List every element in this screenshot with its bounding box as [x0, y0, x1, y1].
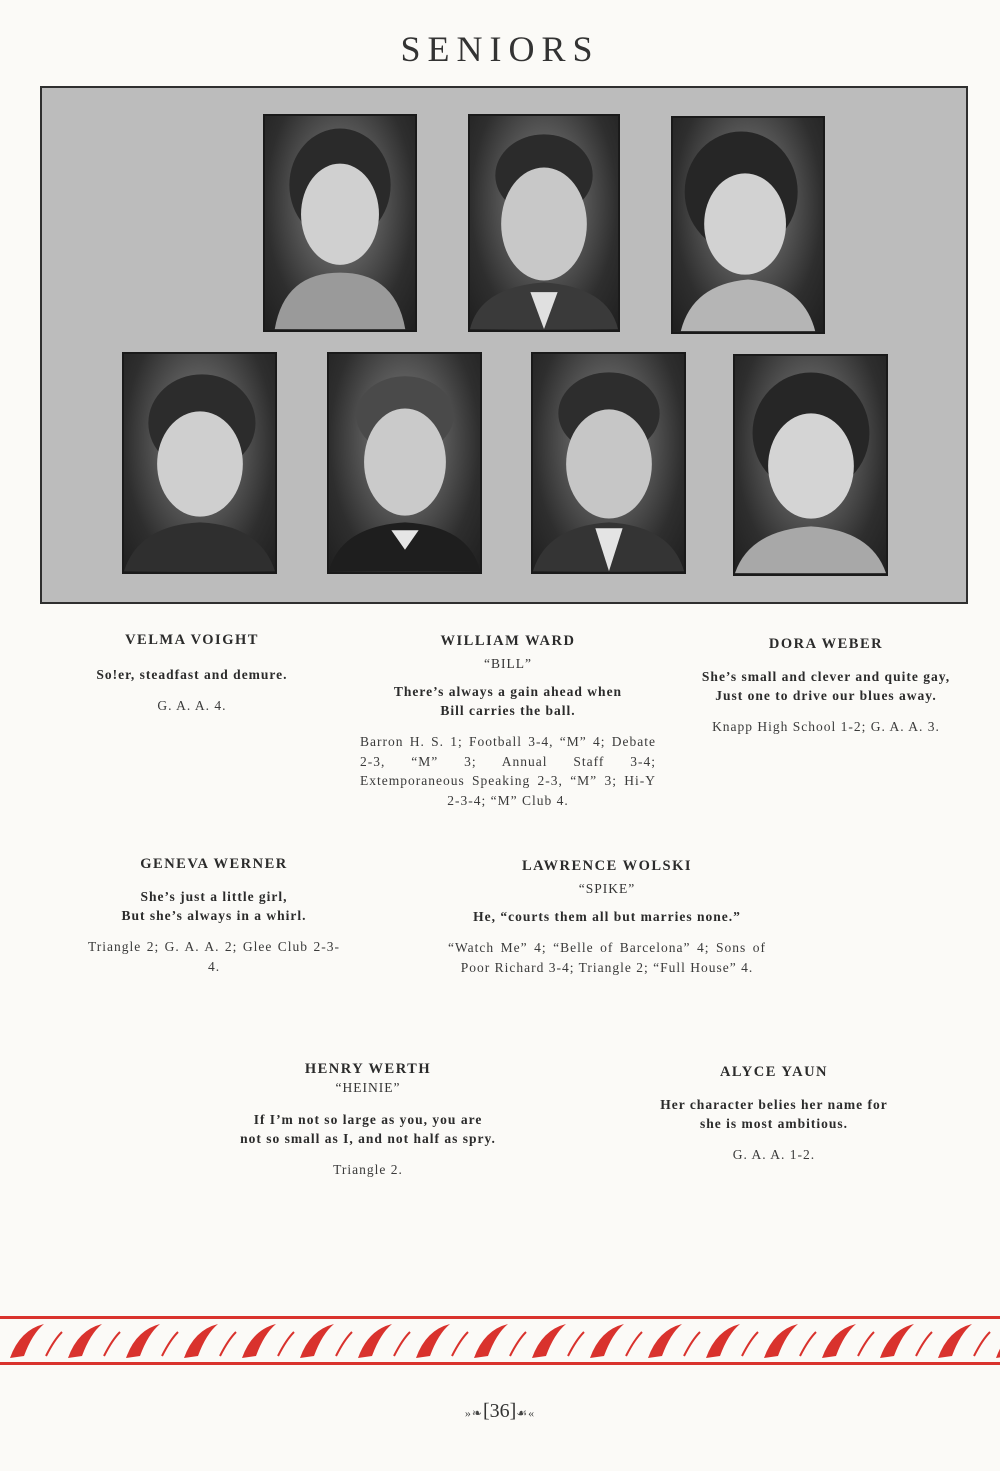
- senior-activities: G. A. A. 1-2.: [732, 1147, 816, 1162]
- border-curl: [336, 1332, 352, 1356]
- border-leaf: [358, 1324, 392, 1358]
- border-leaf: [474, 1324, 508, 1358]
- border-leaf: [648, 1324, 682, 1358]
- senior-activities: “Watch Me” 4; “Belle of Barcelona” 4; Sons of Poor Richard 3-4; Triangle 2; “Full House” 4.: [448, 940, 766, 975]
- portrait-photo: [468, 114, 620, 332]
- senior-name: WILLIAM WARD: [440, 633, 576, 649]
- senior-entry: [88, 856, 340, 976]
- border-leaf: [416, 1324, 450, 1358]
- senior-entry: [208, 1061, 528, 1180]
- border-curl: [858, 1332, 874, 1356]
- page-ornament-left: »❧: [464, 1406, 483, 1420]
- senior-nickname: “BILL”: [484, 656, 532, 671]
- portrait-photo: [671, 116, 825, 334]
- page-number-value: 36: [489, 1400, 510, 1422]
- border-curl: [46, 1332, 62, 1356]
- border-curl: [684, 1332, 700, 1356]
- senior-entry: [448, 858, 766, 977]
- senior-quote: There’s always a gain ahead when Bill carries the ball.: [393, 684, 623, 718]
- senior-entry: [620, 1064, 928, 1165]
- portrait-photo: [122, 352, 277, 574]
- border-leaf: [184, 1324, 218, 1358]
- border-curl: [742, 1332, 758, 1356]
- border-curl: [394, 1332, 410, 1356]
- border-leaf: [822, 1324, 856, 1358]
- border-curl: [220, 1332, 236, 1356]
- border-curl: [452, 1332, 468, 1356]
- senior-name: DORA WEBER: [768, 636, 884, 652]
- senior-quote: Her character belies her name for she is most ambitious.: [660, 1097, 888, 1131]
- portrait-figure: [329, 354, 480, 572]
- border-curl: [626, 1332, 642, 1356]
- senior-entry: [72, 632, 312, 716]
- border-leaf: [300, 1324, 334, 1358]
- senior-entry: [360, 633, 656, 810]
- senior-activities: Barron H. S. 1; Football 3-4, “M” 4; Debate 2-3, “M” 3; Annual Staff 3-4; Extemporaneous Speaking 2-3, “M” 3; Hi-Y 2-3-4; “M” Club 4.: [360, 734, 656, 808]
- page-ornament-right: ☙«: [516, 1406, 536, 1420]
- portrait-figure: [124, 354, 275, 572]
- senior-name: ALYCE YAUN: [719, 1064, 829, 1080]
- border-leaf: [126, 1324, 160, 1358]
- portrait-figure: [735, 356, 886, 574]
- portrait-figure: [673, 118, 823, 332]
- senior-quote: So!er, steadfast and demure.: [96, 667, 288, 682]
- senior-name: LAWRENCE WOLSKI: [521, 858, 693, 874]
- border-leaf: [880, 1324, 914, 1358]
- border-curl: [800, 1332, 816, 1356]
- senior-quote: She’s small and clever and quite gay, Just one to drive our blues away.: [701, 669, 951, 703]
- senior-quote: If I’m not so large as you, you are not so small as I, and not half as spry.: [240, 1112, 496, 1146]
- portrait-photo: [733, 354, 888, 576]
- border-leaf: [10, 1324, 44, 1358]
- border-leaf: [68, 1324, 102, 1358]
- senior-entry: [676, 636, 976, 737]
- portrait-figure: [265, 116, 415, 330]
- border-curl: [916, 1332, 932, 1356]
- border-leaf: [706, 1324, 740, 1358]
- portrait-figure: [533, 354, 684, 572]
- border-leaf: [938, 1324, 972, 1358]
- senior-name: GENEVA WERNER: [140, 856, 288, 872]
- portrait-panel: [40, 86, 968, 604]
- senior-activities: G. A. A. 4.: [157, 698, 227, 713]
- decorative-border: [0, 1310, 1000, 1372]
- page-number: »❧[36]☙«: [464, 1400, 536, 1422]
- portrait-figure: [470, 116, 618, 330]
- border-leaf: [590, 1324, 624, 1358]
- border-leaf: [764, 1324, 798, 1358]
- border-leaf: [996, 1324, 1000, 1358]
- senior-quote: He, “courts them all but marries none.”: [473, 909, 741, 924]
- border-curl: [568, 1332, 584, 1356]
- border-curl: [278, 1332, 294, 1356]
- senior-nickname: “HEINIE”: [335, 1080, 401, 1095]
- senior-quote: She’s just a little girl, But she’s always in a whirl.: [121, 889, 307, 923]
- portrait-photo: [263, 114, 417, 332]
- senior-name: HENRY WERTH: [304, 1061, 432, 1077]
- senior-nickname: “SPIKE”: [578, 881, 636, 896]
- border-curl: [162, 1332, 178, 1356]
- senior-activities: Triangle 2; G. A. A. 2; Glee Club 2-3-4.: [88, 939, 340, 974]
- border-leaf: [532, 1324, 566, 1358]
- border-curl: [510, 1332, 526, 1356]
- border-leaf: [242, 1324, 276, 1358]
- portrait-photo: [531, 352, 686, 574]
- border-curl: [974, 1332, 990, 1356]
- border-curl: [104, 1332, 120, 1356]
- senior-name: VELMA VOIGHT: [125, 632, 259, 648]
- senior-activities: Triangle 2.: [333, 1162, 403, 1177]
- portrait-photo: [327, 352, 482, 574]
- senior-activities: Knapp High School 1-2; G. A. A. 3.: [712, 719, 940, 734]
- page-title: SENIORS: [400, 29, 600, 69]
